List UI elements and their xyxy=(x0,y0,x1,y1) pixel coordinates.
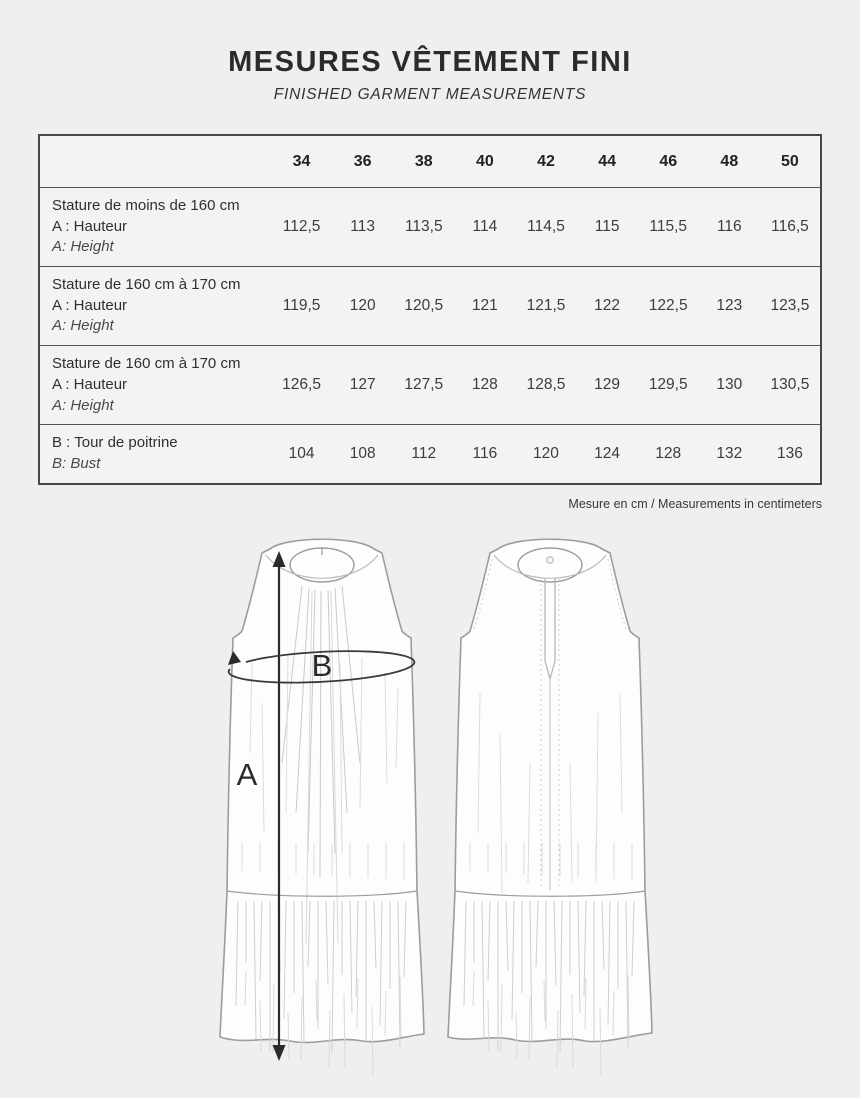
measurement-value-cell: 113,5 xyxy=(393,188,454,267)
size-column-header: 50 xyxy=(781,152,799,170)
row-label-fr: Stature de moins de 160 cm xyxy=(52,197,240,214)
measurement-value-cell: 122 xyxy=(577,267,638,346)
measurement-value-cell: 121 xyxy=(454,267,515,346)
measurement-value-cell: 112 xyxy=(393,425,454,484)
measurement-value-cell: 132 xyxy=(699,425,760,484)
measurement-value-cell: 128 xyxy=(638,425,699,484)
size-column-header: 44 xyxy=(598,152,616,170)
measurement-value-cell: 129 xyxy=(577,346,638,425)
measurement-value-cell: 128 xyxy=(454,346,515,425)
dress-back-drawing xyxy=(448,539,652,1075)
size-header-row xyxy=(39,135,821,188)
row-label-en: A: Height xyxy=(52,396,114,414)
dress-front-drawing xyxy=(220,539,424,1075)
page-subtitle: FINISHED GARMENT MEASUREMENTS xyxy=(273,86,587,103)
size-column-header: 46 xyxy=(659,152,678,170)
table-row xyxy=(39,188,821,267)
row-label-en: A: Height xyxy=(52,238,114,256)
measurement-table xyxy=(38,134,822,485)
size-column-header: 40 xyxy=(475,152,494,170)
row-label-fr: A : Hauteur xyxy=(52,296,128,314)
measurement-value-cell: 120 xyxy=(515,425,576,484)
size-column-header: 34 xyxy=(292,152,311,170)
measurement-value-cell: 119,5 xyxy=(271,267,332,346)
row-label-cell xyxy=(39,425,271,484)
measurement-value-cell: 114,5 xyxy=(515,188,576,267)
measurement-value-cell: 127,5 xyxy=(393,346,454,425)
measurement-value-cell: 127 xyxy=(332,346,393,425)
height-label: A xyxy=(236,756,258,792)
row-label-fr: A : Hauteur xyxy=(52,217,128,235)
units-footnote: Mesure en cm / Measurements in centimeters xyxy=(568,496,822,511)
row-label-cell xyxy=(39,188,271,267)
size-column-header: 48 xyxy=(720,152,739,170)
row-label-fr: Stature de 160 cm à 170 cm xyxy=(52,276,241,294)
size-column-header: 38 xyxy=(414,152,433,170)
measurement-value-cell: 108 xyxy=(332,425,393,484)
measurement-value-cell: 122,5 xyxy=(638,267,699,346)
measurement-value-cell: 126,5 xyxy=(271,346,332,425)
measurement-value-cell: 120,5 xyxy=(393,267,454,346)
measurement-value-cell: 123 xyxy=(699,267,760,346)
row-label-fr: A : Hauteur xyxy=(52,375,128,393)
table-row xyxy=(39,267,821,346)
measurement-value-cell: 123,5 xyxy=(760,267,821,346)
measurement-value-cell: 129,5 xyxy=(638,346,699,425)
page-title: MESURES VÊTEMENT FINI xyxy=(228,46,632,78)
measurement-value-cell: 114 xyxy=(454,188,515,267)
measurement-value-cell: 128,5 xyxy=(515,346,576,425)
row-label-en: A: Height xyxy=(52,317,114,335)
size-column-header: 36 xyxy=(353,152,372,170)
back-neck-button xyxy=(547,556,553,562)
measurement-value-cell: 121,5 xyxy=(515,267,576,346)
measurement-value-cell: 116 xyxy=(454,425,515,484)
measurement-value-cell: 136 xyxy=(760,425,821,484)
measurement-value-cell: 115,5 xyxy=(638,188,699,267)
measurement-value-cell: 120 xyxy=(332,267,393,346)
measurement-rows xyxy=(39,188,821,484)
table-row xyxy=(39,346,821,425)
measurement-value-cell: 124 xyxy=(577,425,638,484)
measurement-value-cell: 115 xyxy=(577,188,638,267)
back-neckline-inner xyxy=(518,548,582,582)
table-corner-cell xyxy=(39,135,271,188)
row-label-en: B: Bust xyxy=(52,454,101,472)
measurement-value-cell: 112,5 xyxy=(271,188,332,267)
bust-label: B xyxy=(311,647,333,683)
row-label-cell xyxy=(39,267,271,346)
row-label-cell xyxy=(39,346,271,425)
measurement-value-cell: 113 xyxy=(332,188,393,267)
table-row xyxy=(39,425,821,484)
size-column-header: 42 xyxy=(537,152,555,170)
measurement-value-cell: 130 xyxy=(699,346,760,425)
measurement-value-cell: 104 xyxy=(271,425,332,484)
measurement-value-cell: 116 xyxy=(699,188,760,267)
arrow-down-icon xyxy=(273,1045,286,1061)
row-label-fr: Stature de 160 cm à 170 cm xyxy=(52,355,241,373)
row-label-fr: B : Tour de poitrine xyxy=(52,434,178,452)
garment-diagram xyxy=(0,513,860,1098)
measurement-value-cell: 130,5 xyxy=(760,346,821,425)
measurement-value-cell: 116,5 xyxy=(760,188,821,267)
dress-technical-drawing xyxy=(0,513,860,1098)
